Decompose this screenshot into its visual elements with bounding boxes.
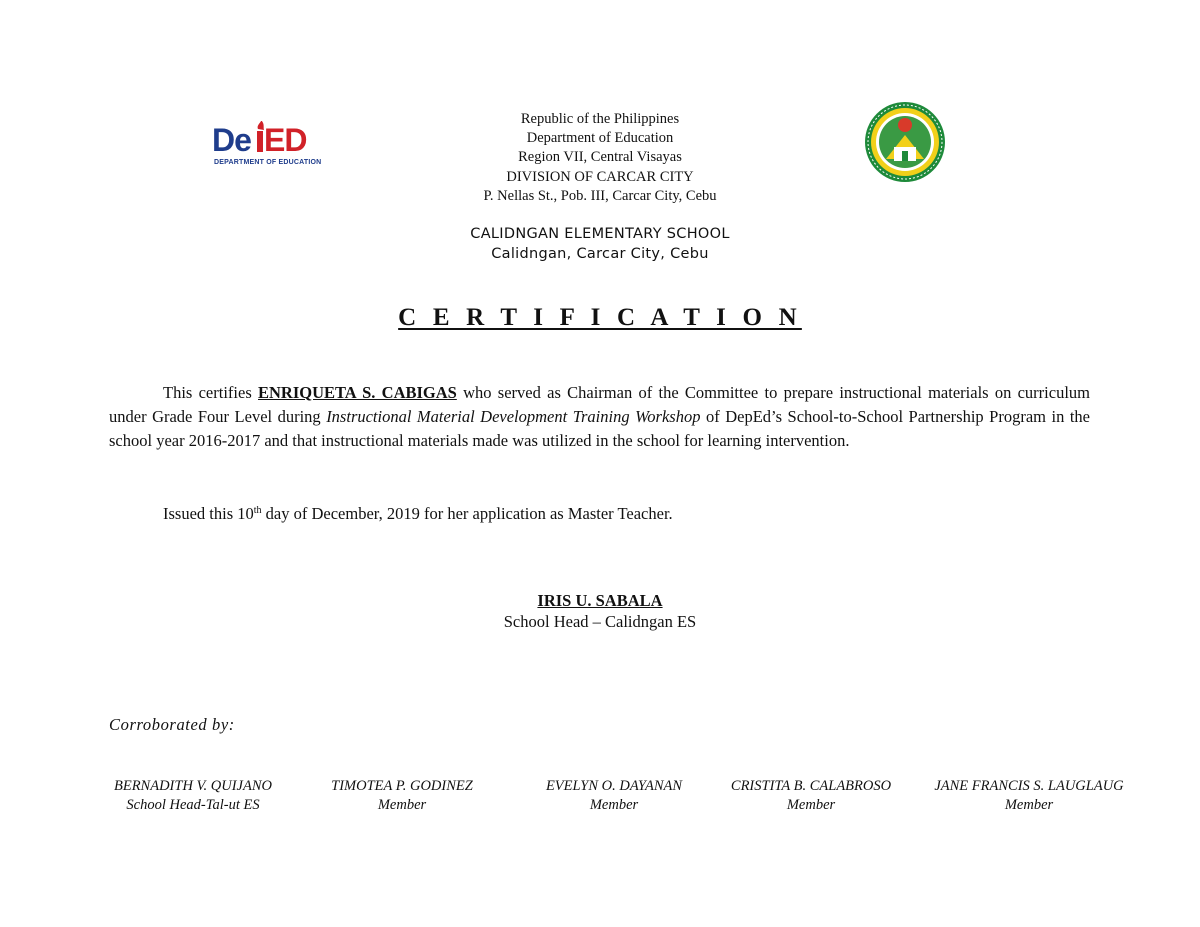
member-role: Member: [786, 797, 836, 813]
school-block: [350, 225, 850, 264]
member-role: School Head-Tal-ut ES: [126, 797, 260, 813]
signatory-name: IRIS U. SABALA: [537, 591, 663, 610]
member-block: [312, 777, 492, 815]
member-block: [716, 777, 906, 815]
member-block: [528, 777, 700, 815]
header-line-address: P. Nellas St., Pob. III, Carcar City, Cebu: [483, 187, 717, 204]
certified-person-name: ENRIQUETA S. CABIGAS: [258, 383, 457, 402]
header-address-block: [400, 110, 800, 206]
member-role: Member: [1004, 797, 1054, 813]
header-line-division: DIVISION OF CARCAR CITY: [506, 168, 694, 185]
school-name: CALIDNGAN ELEMENTARY SCHOOL: [470, 226, 730, 242]
member-role: Member: [377, 797, 427, 813]
member-block: [100, 777, 286, 815]
certification-title: [350, 302, 850, 334]
signatory-block: [400, 590, 800, 632]
workshop-name: Instructional Material Development Training Workshop: [326, 407, 701, 426]
member-name: JANE FRANCIS S. LAUGLAUG: [934, 778, 1124, 794]
certification-body: [109, 381, 1090, 453]
member-name: TIMOTEA P. GODINEZ: [331, 778, 473, 794]
school-address: Calidngan, Carcar City, Cebu: [491, 246, 709, 262]
member-name: BERNADITH V. QUIJANO: [113, 778, 272, 794]
svg-text:De: De: [212, 122, 251, 158]
member-block: [922, 777, 1136, 815]
body-part-2: who served as Chairman of the Committee to prepare instructional materials on curriculum under Grade Four Level during: [109, 383, 1090, 426]
header-line-department: Department of Education: [526, 130, 674, 147]
member-name: CRISTITA B. CALABROSO: [730, 778, 892, 794]
header-line-region: Region VII, Central Visayas: [518, 149, 682, 166]
body-intro: This certifies: [163, 383, 259, 402]
school-seal-icon: [864, 101, 946, 183]
corroborated-label: Corroborated by:: [109, 715, 235, 734]
svg-text:DEPARTMENT OF EDUCATION: DEPARTMENT OF EDUCATION: [214, 159, 322, 166]
member-name: EVELYN O. DAYANAN: [545, 778, 683, 794]
signatory-title: School Head – Calidngan ES: [503, 612, 697, 631]
deped-logo-icon: [212, 121, 342, 167]
svg-text:ED: ED: [264, 122, 307, 158]
certification-title-text: C E R T I F I C A T I O N: [398, 304, 802, 331]
header-line-republic: Republic of the Philippines: [520, 111, 680, 127]
body-part-3: of DepEd’s School-to-School Partnership Program in the school year 2016-2017 and that instructional materials made was utilized in the school for learning intervention.: [109, 407, 1090, 450]
member-role: Member: [589, 797, 639, 813]
issued-ordinal: th: [253, 505, 262, 516]
issued-before: Issued this 10: [163, 504, 254, 523]
issued-after: day of December, 2019 for her application as Master Teacher.: [261, 504, 673, 523]
issued-statement: [163, 502, 673, 526]
